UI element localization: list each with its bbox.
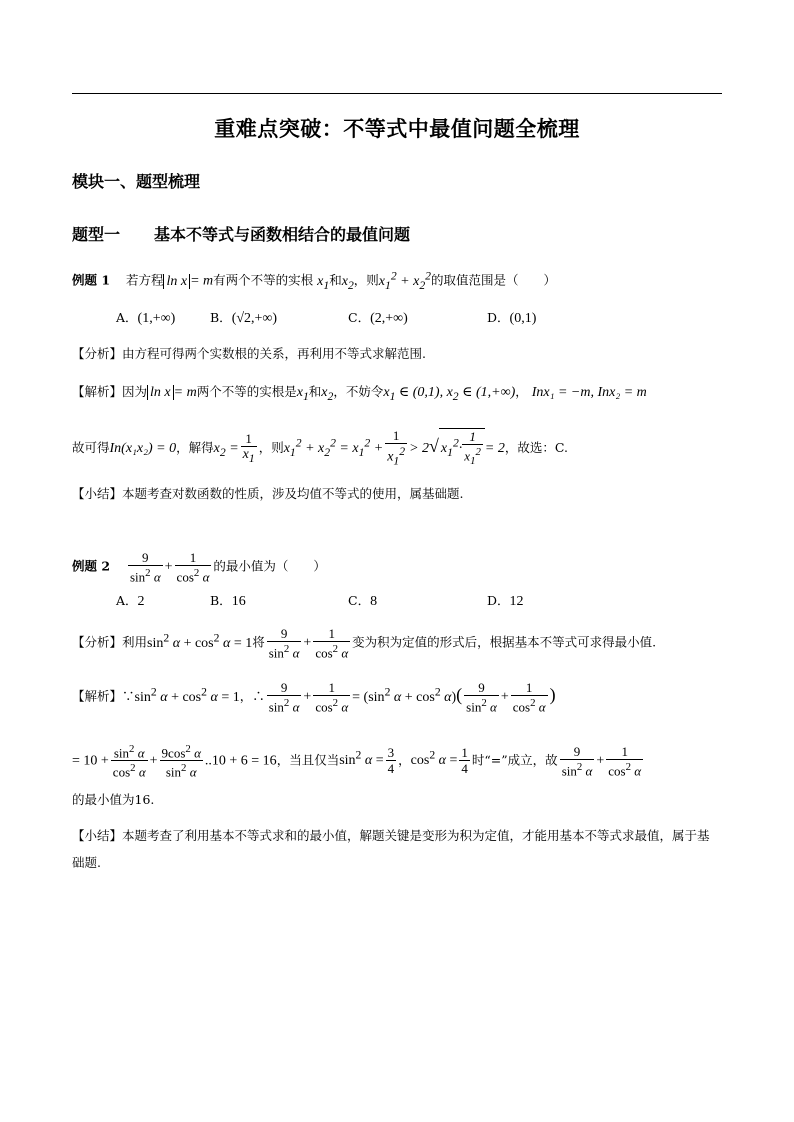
ex1-summary: 【小结】本题考查对数函数的性质，涉及均值不等式的使用，属基础题. [72, 486, 464, 501]
ex2-solution-line-3: 的最小值为16. [72, 792, 155, 807]
ex2-option-b: B．16 [210, 593, 246, 609]
math-abs-lnx: ln x [163, 274, 190, 289]
ex1-option-a: A．(1,+∞) [116, 310, 176, 326]
example-1-question: 例题 1 若方程 ln x = m有两个不等的实根 $x_1$和$x_2$，则$x_1^2 + x_2^2$的取值范围是（ ） [72, 269, 556, 292]
ex2-option-d: D．12 [487, 593, 524, 609]
math-sum-squares: $x_1^2 + x_2^2$ [378, 269, 431, 292]
ex1-option-c: C．(2,+∞) [348, 310, 408, 326]
page-title: 重难点突破：不等式中最值问题全梳理 [214, 116, 580, 141]
example-1-label: 例题 1 [72, 272, 111, 288]
ex1-option-b: B．(√2,+∞) [210, 310, 278, 326]
ex1-analysis: 【分析】由方程可得两个实数根的关系，再利用不等式求解范围. [72, 346, 426, 361]
ex2-option-c: C．8 [348, 593, 378, 609]
type-label: 题型一 [72, 225, 121, 244]
ex1-solution-line-1: 【解析】因为 ln x = m两个不等的实根是$x_1$和$x_2$，不妨令$x_1$ ∈ (0,1), $x_2$ ∈ (1,+∞)， Inx₁ = −m, Inx₂ = m [72, 384, 647, 403]
ex2-summary: 【小结】本题考查了利用基本不等式求和的最小值，解题关键是变形为积为定值，才能用基本不等式求最值，属于基础题. [72, 828, 710, 870]
example-2-label: 例题 2 [72, 558, 111, 574]
ex2-solution-line-1: 【解析】$\because\sin^2$ $\alpha + \cos^2 \alpha = 1$，∴ $\frac{9}{\sin^2 \alpha}$ + $\frac{1}{\cos^2 \alpha}$ = ($\sin^2$ $\alpha + \cos^2 \alpha$)( $\frac{9}{\sin^2 \alpha}$ + $\frac{1}{\cos^2 \alpha}$ ) [72, 680, 556, 715]
ex1-option-d: D．(0,1) [487, 310, 537, 326]
module-heading: 模块一、题型梳理 [72, 172, 201, 191]
type-title: 基本不等式与函数相结合的最值问题 [154, 225, 411, 244]
ex2-solution-line-2: = 10 + $\frac{\sin^2 \alpha}{\cos^2 \alpha}$ + $\frac{9\cos^2 \alpha}{\sin^2 \alpha}$ ..10 + 6 = 16，当且仅当$\sin^2 \alpha$ = $\frac{3}{4}$ ，$\cos^2 \alpha$ = $\frac{1}{4}$ 时“=”成立，故 $\frac{9}{\sin^2 \alpha}$ + $\frac{1}{\cos^2 \alpha}$ [72, 743, 642, 780]
type-heading [72, 222, 410, 245]
header-rule [72, 93, 722, 94]
ex2-option-a: A．2 [116, 593, 145, 609]
ex2-analysis: 【分析】利用$\sin^2 \alpha + \cos^2 \alpha = 1$将 $\frac{9}{\sin^2 \alpha}$ + $\frac{1}{\cos^2 \alpha}$ 变为积为定值的形式后，根据基本不等式可求得最小值. [72, 626, 657, 661]
example-2-question: 例题 2 $\frac{9}{\sin^2 \alpha}$ + $\frac{1}{\cos^2 \alpha}$ 的最小值为（ ） [72, 550, 326, 585]
ex1-solution-line-2: 故可得In(x₁x₂) = 0，解得$x_2$ = $\frac{1}{x_1}$ ，则$x_1^2 + x_2^2 = x_1^2$ + $\frac{1}{x_1^2}$ > 2√ $x_1^2\cdot$ $\frac{1}{x_1^2}$ = 2，故选：C. [72, 428, 568, 468]
